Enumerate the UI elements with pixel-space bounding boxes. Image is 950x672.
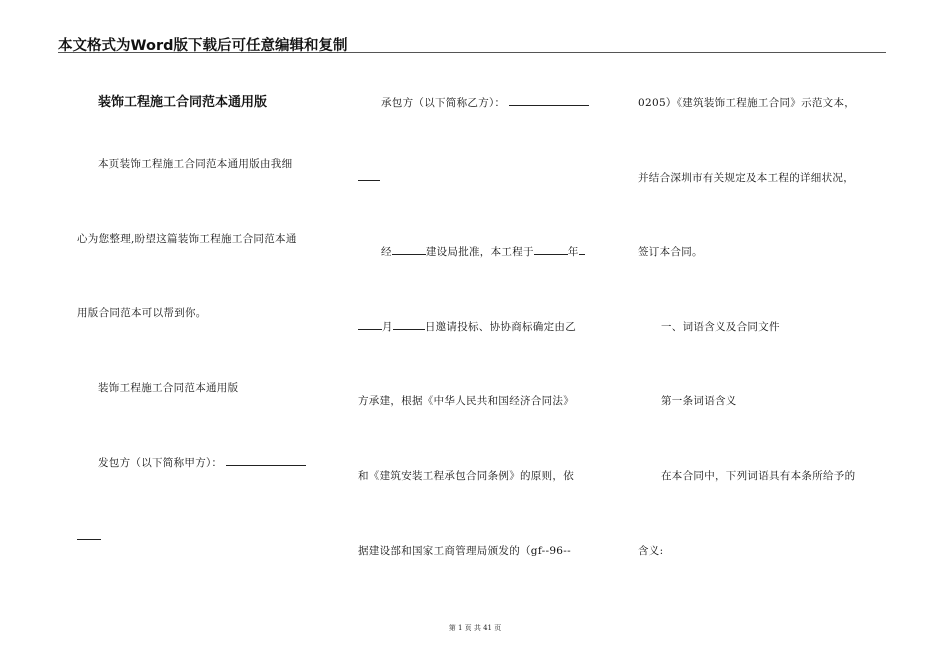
approval-text-1: 经: [381, 246, 392, 258]
party-b-blank-cont: [358, 170, 380, 184]
party-a-label: 发包方（以下简称甲方）：: [98, 457, 223, 469]
section-heading: 一、词语含义及合同文件: [661, 321, 780, 333]
month-blank: [358, 319, 382, 330]
intro-line-2: 心为您整理,盼望这篇装饰工程施工合同范本通: [77, 233, 297, 245]
col2-line-5: 方承建，根据《中华人民共和国经济合同法》: [358, 395, 574, 407]
approval-text-2: 建设局批准，本工程于: [425, 246, 534, 258]
party-a-blank: [226, 455, 306, 466]
year-blank-tail: [579, 244, 585, 255]
intro-line-1: 本页装饰工程施工合同范本通用版由我细: [98, 158, 293, 170]
year-label: 年: [567, 246, 579, 258]
intro-line-3: 用版合同范本可以帮到你。: [77, 307, 207, 319]
party-b-blank: [509, 95, 589, 106]
download-banner: 本文格式为Word版下载后可任意编辑和复制: [58, 38, 348, 54]
party-a-line: [98, 455, 306, 470]
article-heading: 第一条词语含义: [661, 395, 737, 407]
approval-blank-1: [392, 244, 426, 255]
col2-line-7: 据建设部和国家工商管理局颁发的（gf--96--: [358, 545, 571, 557]
subtitle-line: 装饰工程施工合同范本通用版: [98, 382, 239, 394]
document-title: 装饰工程施工合同范本通用版: [98, 95, 268, 110]
col3-line-7: 含义:: [638, 545, 664, 557]
page-number: 第 1 页 共 41 页: [448, 624, 502, 632]
header-divider: [58, 52, 886, 53]
party-b-line: [381, 95, 589, 110]
party-b-label: 承包方（以下简称乙方）：: [381, 97, 506, 109]
party-a-blank-tail: [77, 529, 101, 540]
tender-text: 日邀请投标、协协商标确定由乙: [424, 321, 577, 333]
year-blank: [534, 244, 568, 255]
month-label: 月: [382, 321, 393, 333]
approval-line: [381, 244, 585, 259]
col3-line-2: 并结合深圳市有关规定及本工程的详细状况，: [638, 172, 854, 184]
col3-line-6: 在本合同中，下列词语具有本条所给予的: [661, 470, 856, 482]
col3-line-1: 0205）《建筑装饰工程施工合同》示范文本，: [638, 97, 856, 109]
col3-line-3: 签订本合同。: [638, 246, 703, 258]
date-line: [358, 319, 576, 334]
party-b-blank-tail: [358, 170, 380, 181]
party-a-blank-cont: [77, 529, 101, 543]
col2-line-6: 和《建筑安装工程承包合同条例》的原则，依: [358, 470, 574, 482]
day-blank: [393, 319, 425, 330]
